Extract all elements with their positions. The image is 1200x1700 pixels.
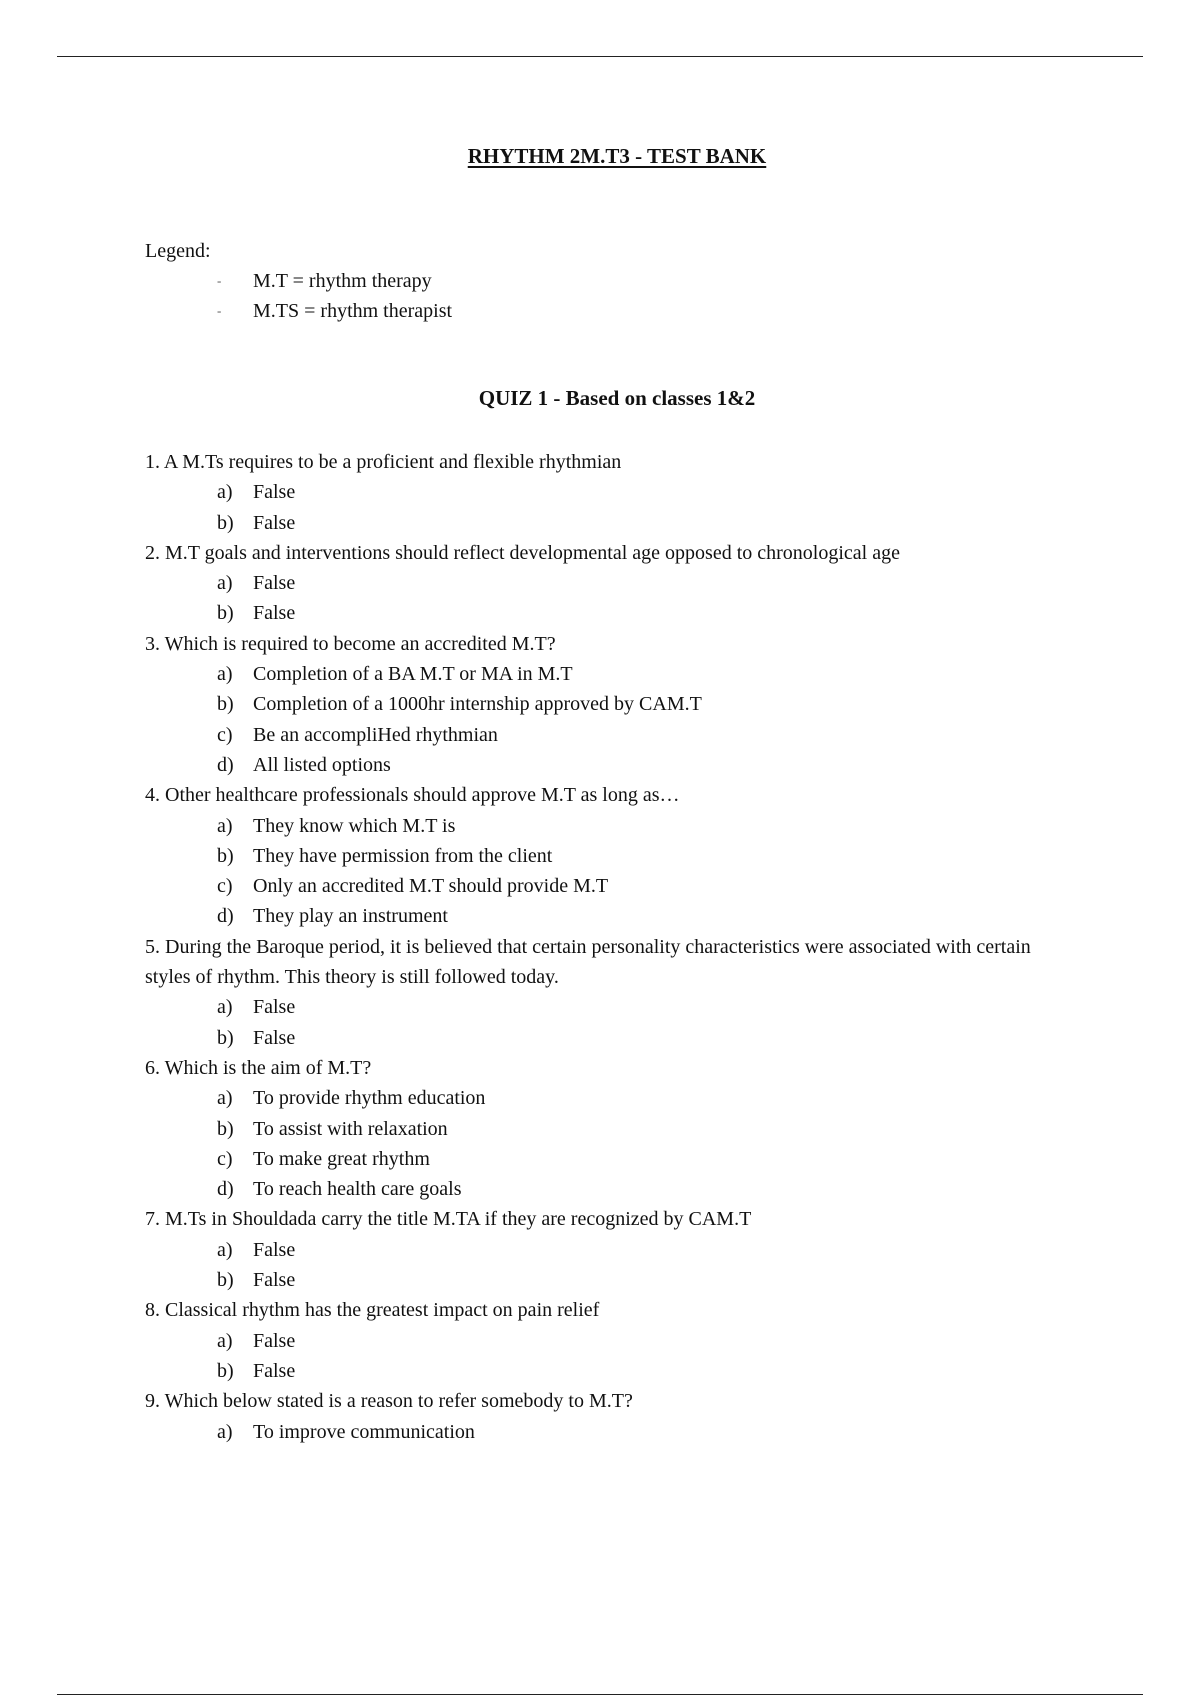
- option-letter: a): [217, 663, 233, 686]
- answer-option: [145, 811, 1075, 841]
- question-text: 2. M.T goals and interventions should reflect developmental age opposed to chronological age: [145, 541, 900, 564]
- option-text: False: [253, 1329, 296, 1352]
- option-letter: c): [217, 875, 233, 898]
- answer-option: [145, 1144, 1075, 1174]
- answer-option: [145, 1326, 1075, 1356]
- bottom-rule: [57, 1694, 1143, 1695]
- option-text: Only an accredited M.T should provide M.T: [253, 875, 609, 898]
- question-text: 9. Which below stated is a reason to refer somebody to M.T?: [145, 1390, 633, 1413]
- option-list: [145, 1083, 1075, 1204]
- option-text: They play an instrument: [253, 905, 448, 928]
- option-letter: c): [217, 1147, 233, 1170]
- question-text: 6. Which is the aim of M.T?: [145, 1056, 372, 1079]
- question-block: [145, 538, 1075, 629]
- question-block: [145, 1295, 1075, 1386]
- option-text: False: [253, 1026, 296, 1049]
- answer-option: [145, 1083, 1075, 1113]
- option-letter: a): [217, 1329, 233, 1352]
- question-text: 1. A M.Ts requires to be a proficient and flexible rhythmian: [145, 451, 622, 473]
- option-letter: b): [217, 1026, 234, 1049]
- answer-option: [145, 1265, 1075, 1295]
- legend-list: [145, 266, 452, 326]
- question-block: [145, 1053, 1075, 1204]
- option-text: False: [253, 511, 296, 534]
- option-letter: c): [217, 723, 233, 746]
- legend: [145, 236, 452, 326]
- option-text: They know which M.T is: [253, 814, 456, 837]
- option-text: False: [253, 572, 296, 595]
- option-list: [145, 1417, 1075, 1447]
- option-text: Completion of a 1000hr internship approved by CAM.T: [253, 693, 702, 716]
- option-text: Be an accompliHed rhythmian: [253, 723, 498, 746]
- option-letter: a): [217, 1420, 233, 1443]
- legend-item-text: M.TS = rhythm therapist: [253, 300, 453, 322]
- option-text: To assist with relaxation: [253, 1117, 448, 1140]
- option-letter: a): [217, 1238, 233, 1261]
- option-text: False: [253, 1238, 296, 1261]
- answer-option: [145, 750, 1075, 780]
- answer-option: [145, 1023, 1075, 1053]
- option-letter: b): [217, 693, 234, 716]
- option-letter: d): [217, 753, 234, 776]
- question-text: 7. M.Ts in Shouldada carry the title M.TA if they are recognized by CAM.T: [145, 1208, 752, 1231]
- answer-option: [145, 568, 1075, 598]
- option-list: [145, 811, 1075, 932]
- top-rule: [57, 56, 1143, 57]
- question-block: [145, 1204, 1075, 1295]
- option-list: [145, 992, 1075, 1053]
- option-letter: d): [217, 905, 234, 928]
- legend-item: [145, 266, 452, 296]
- option-text: They have permission from the client: [253, 844, 553, 867]
- option-list: [145, 477, 1075, 538]
- quiz-heading: QUIZ 1 - Based on classes 1&2: [478, 386, 756, 410]
- dash-bullet-icon: -: [217, 303, 222, 318]
- option-letter: a): [217, 572, 233, 595]
- answer-option: [145, 841, 1075, 871]
- option-letter: b): [217, 511, 234, 534]
- option-text: All listed options: [253, 753, 391, 776]
- answer-option: [145, 1114, 1075, 1144]
- option-text: To reach health care goals: [253, 1178, 462, 1201]
- question-text: 4. Other healthcare professionals should approve M.T as long as…: [145, 784, 680, 807]
- option-list: [145, 1235, 1075, 1296]
- question-text: 5. During the Baroque period, it is believed that certain personality characteristics were associated with certain styles of rhythm. This theory is still followed today.: [145, 935, 1031, 989]
- option-letter: b): [217, 602, 234, 625]
- dash-bullet-icon: -: [217, 273, 222, 288]
- answer-option: [145, 598, 1075, 628]
- answer-option: [145, 1417, 1075, 1447]
- option-letter: b): [217, 1269, 234, 1292]
- answer-option: [145, 992, 1075, 1022]
- question-block: [145, 1386, 1075, 1447]
- option-text: To improve communication: [253, 1420, 475, 1443]
- option-list: [145, 568, 1075, 629]
- question-block: [145, 447, 1075, 538]
- answer-option: [145, 1174, 1075, 1204]
- option-letter: b): [217, 1359, 234, 1382]
- document-title: RHYTHM 2M.T3 - TEST BANK: [467, 144, 767, 168]
- legend-item: [145, 296, 452, 326]
- question-block: [145, 629, 1075, 780]
- option-letter: a): [217, 996, 233, 1019]
- answer-option: [145, 508, 1075, 538]
- option-text: False: [253, 1269, 296, 1292]
- question-text: 8. Classical rhythm has the greatest impact on pain relief: [145, 1299, 600, 1322]
- answer-option: [145, 720, 1075, 750]
- question-block: [145, 932, 1075, 1053]
- answer-option: [145, 689, 1075, 719]
- answer-option: [145, 1235, 1075, 1265]
- option-list: [145, 659, 1075, 780]
- option-text: False: [253, 481, 296, 504]
- option-text: Completion of a BA M.T or MA in M.T: [253, 663, 573, 686]
- answer-option: [145, 477, 1075, 507]
- option-list: [145, 1326, 1075, 1387]
- option-text: False: [253, 996, 296, 1019]
- legend-label: Legend:: [145, 240, 211, 262]
- option-letter: a): [217, 481, 233, 504]
- legend-item-text: M.T = rhythm therapy: [253, 270, 432, 292]
- option-letter: b): [217, 1117, 234, 1140]
- answer-option: [145, 659, 1075, 689]
- question-block: [145, 780, 1075, 931]
- option-letter: b): [217, 844, 234, 867]
- option-text: To make great rhythm: [253, 1147, 430, 1170]
- option-text: False: [253, 602, 296, 625]
- answer-option: [145, 901, 1075, 931]
- option-letter: a): [217, 1087, 233, 1110]
- question-list: [145, 447, 1075, 1447]
- option-text: False: [253, 1359, 296, 1382]
- answer-option: [145, 1356, 1075, 1386]
- option-letter: d): [217, 1178, 234, 1201]
- question-text: 3. Which is required to become an accredited M.T?: [145, 632, 556, 655]
- answer-option: [145, 871, 1075, 901]
- option-text: To provide rhythm education: [253, 1087, 486, 1110]
- option-letter: a): [217, 814, 233, 837]
